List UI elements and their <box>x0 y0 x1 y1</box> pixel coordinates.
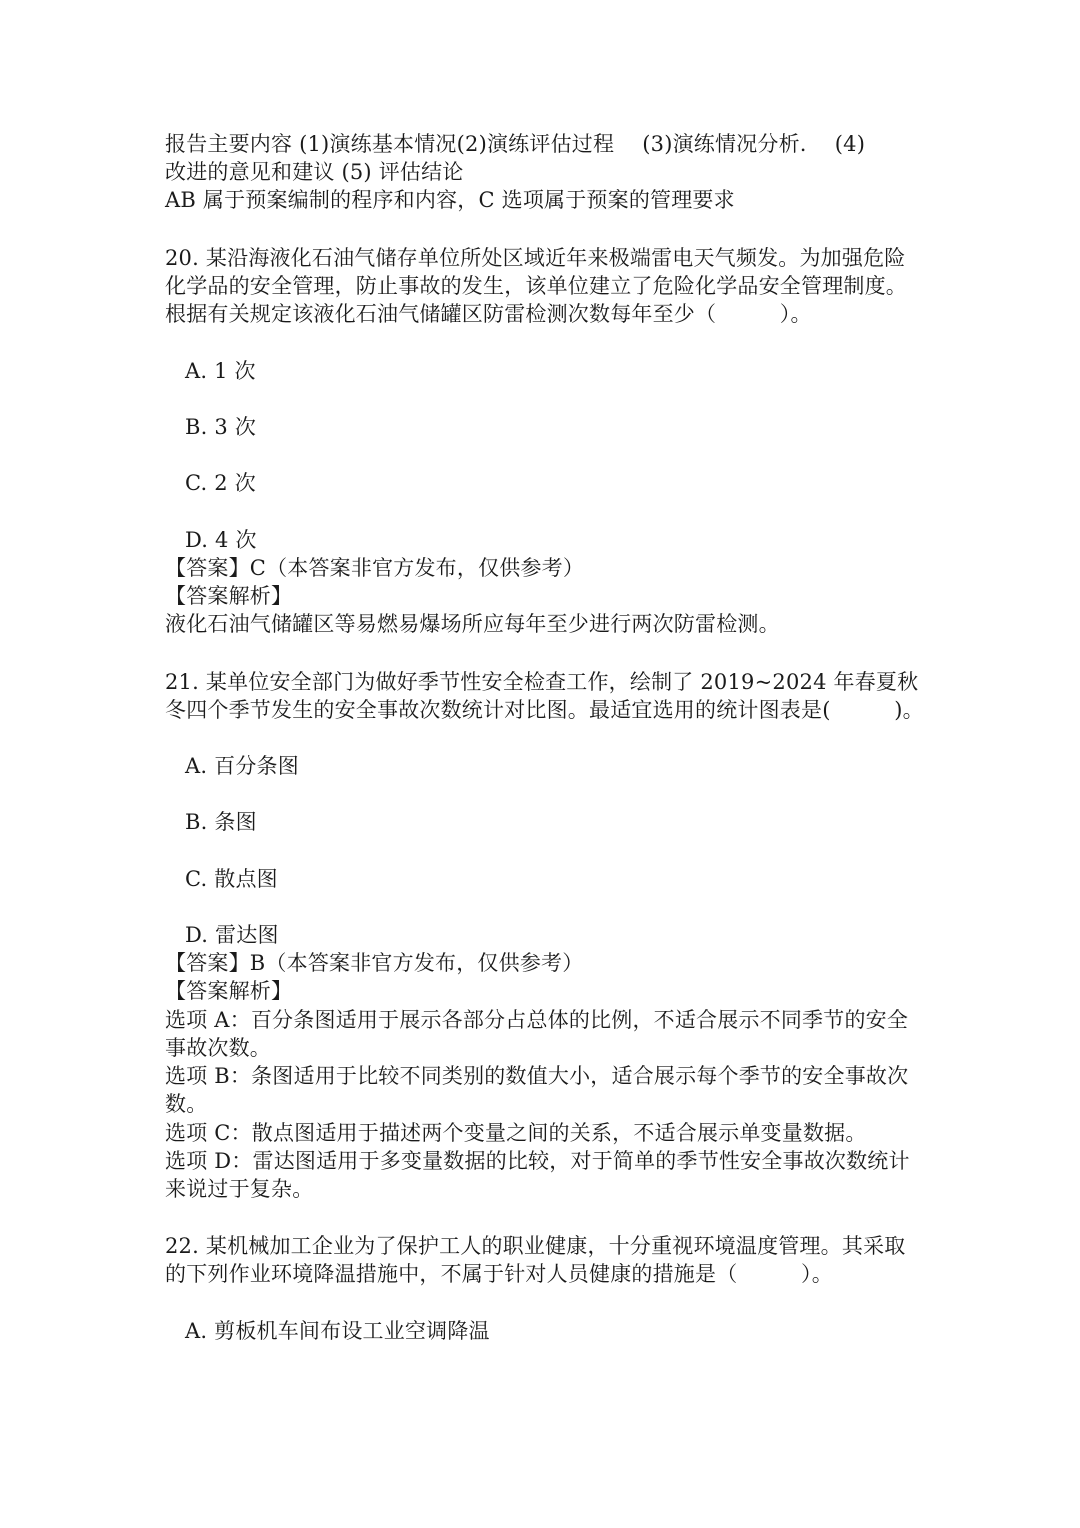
q22-stem-line-1: 22. 某机械加工企业为了保护工人的职业健康，十分重视环境温度管理。其采取 <box>165 1234 906 1258</box>
q22-option-a: A. 剪板机车间布设工业空调降温 <box>185 1319 490 1343</box>
intro-line-1: 报告主要内容 (1)演练基本情况(2)演练评估过程 (3)演练情况分析. (4) <box>165 132 866 156</box>
q21-option-d: D. 雷达图 <box>185 923 279 947</box>
q20-stem-line-3: 根据有关规定该液化石油气储罐区防雷检测次数每年至少（ ）。 <box>165 302 812 326</box>
q21-answer: 【答案】B（本答案非官方发布，仅供参考） <box>165 951 584 975</box>
q20-answer: 【答案】C（本答案非官方发布，仅供参考） <box>165 556 585 580</box>
q20-option-c: C. 2 次 <box>185 471 256 495</box>
q21-analysis-line: 选项 A：百分条图适用于展示各部分占总体的比例，不适合展示不同季节的安全 <box>165 1008 909 1032</box>
q20-analysis-line: 液化石油气储罐区等易燃易爆场所应每年至少进行两次防雷检测。 <box>165 612 780 636</box>
q21-option-c: C. 散点图 <box>185 867 278 891</box>
q21-analysis-line: 选项 D：雷达图适用于多变量数据的比较，对于简单的季节性安全事故次数统计 <box>165 1149 910 1173</box>
q22-stem-line-2: 的下列作业环境降温措施中，不属于针对人员健康的措施是（ ）。 <box>165 1262 833 1286</box>
q20-option-b: B. 3 次 <box>185 415 257 439</box>
q20-analysis-label: 【答案解析】 <box>165 584 293 608</box>
q21-stem-line-1: 21. 某单位安全部门为做好季节性安全检查工作，绘制了 2019~2024 年春夏秋 <box>165 670 919 694</box>
intro-line-3: AB 属于预案编制的程序和内容，C 选项属于预案的管理要求 <box>165 188 735 212</box>
q20-option-a: A. 1 次 <box>185 359 256 383</box>
q21-option-b: B. 条图 <box>185 810 257 834</box>
q20-stem-line-1: 20. 某沿海液化石油气储存单位所处区域近年来极端雷电天气频发。为加强危险 <box>165 246 906 270</box>
q21-stem-line-2: 冬四个季节发生的安全事故次数统计对比图。最适宜选用的统计图表是( )。 <box>165 698 924 722</box>
q21-analysis-line: 数。 <box>165 1092 208 1116</box>
q21-option-a: A. 百分条图 <box>185 754 299 778</box>
intro-line-2: 改进的意见和建议 (5) 评估结论 <box>165 160 464 184</box>
q21-analysis-line: 来说过于复杂。 <box>165 1177 314 1201</box>
q21-analysis-label: 【答案解析】 <box>165 979 293 1003</box>
q21-analysis-line: 选项 C：散点图适用于描述两个变量之间的关系，不适合展示单变量数据。 <box>165 1121 867 1145</box>
q20-stem-line-2: 化学品的安全管理，防止事故的发生，该单位建立了危险化学品安全管理制度。 <box>165 274 907 298</box>
q20-option-d: D. 4 次 <box>185 528 257 552</box>
q21-analysis-line: 事故次数。 <box>165 1036 271 1060</box>
q21-analysis-line: 选项 B：条图适用于比较不同类别的数值大小，适合展示每个季节的安全事故次 <box>165 1064 909 1088</box>
